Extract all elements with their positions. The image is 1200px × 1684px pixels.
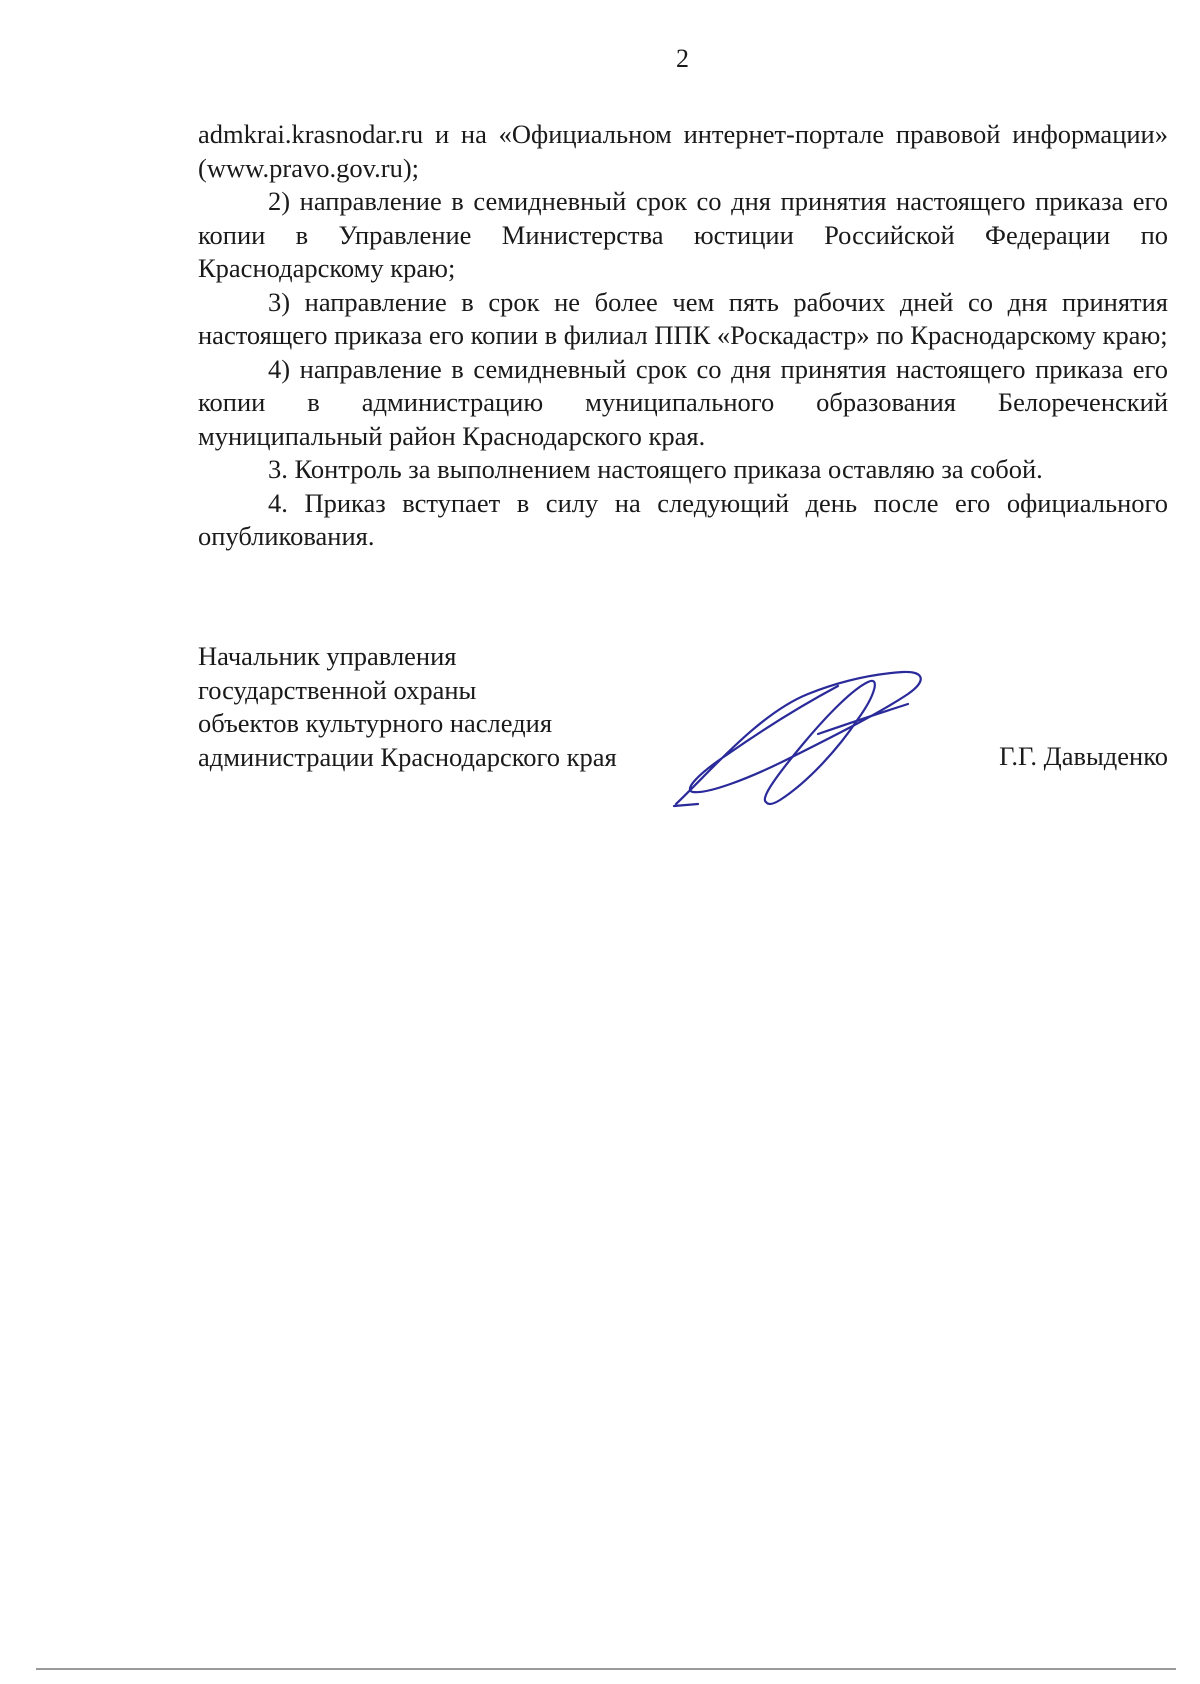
signature-stroke — [676, 672, 921, 804]
signer-position-line: Начальник управления — [198, 641, 457, 671]
paragraph-item-4: 4) направление в семидневный срок со дня принятия настоящего приказа его копии в администрацию муниципального образования Белореченский муниципальный район Краснодарского края. — [198, 353, 1168, 451]
handwritten-signature — [668, 664, 938, 814]
signer-position-line: объектов культурного наследия — [198, 708, 553, 738]
signature-stroke — [818, 704, 908, 734]
signature-stroke — [674, 804, 698, 806]
signer-name: Г.Г. Давыденко — [999, 741, 1168, 771]
paragraph-item-2: 2) направление в семидневный срок со дня принятия настоящего приказа его копии в Управление Министерства юстиции Российской Федерации по Краснодарскому краю; — [198, 186, 1168, 283]
signer-position-line: государственной охраны — [198, 674, 477, 705]
signature-block — [198, 640, 1168, 840]
signer-position — [198, 640, 617, 774]
document-body — [198, 118, 1168, 554]
paragraph-control-clause: 3. Контроль за выполнением настоящего приказа оставляю за собой. — [268, 454, 1043, 484]
page-number: 2 — [676, 44, 689, 73]
signer-position-line: администрации Краснодарского края — [198, 741, 617, 772]
page-bottom-edge — [36, 1668, 1176, 1670]
paragraph-effective-date-clause: 4. Приказ вступает в силу на следующий день после его официального опубликования. — [198, 487, 1168, 551]
paragraph-item-3: 3) направление в срок не более чем пять рабочих дней со дня принятия настоящего приказа его копии в филиал ППК «Роскадастр» по Краснодарскому краю; — [198, 286, 1168, 350]
paragraph-continuation: admkrai.krasnodar.ru и на «Официальном интернет-портале правовой информации» (www.pravo.gov.ru); — [198, 119, 1168, 183]
